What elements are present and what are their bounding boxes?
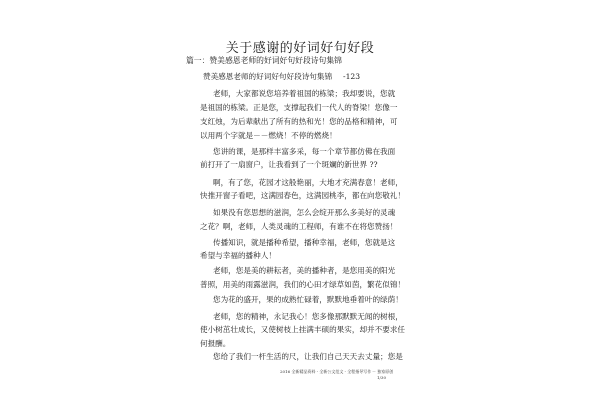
- paragraph-8-line-3: 何报酬。: [200, 339, 231, 348]
- paragraph-1-line-3: 支红烛，为后辈献出了所有的热和光！您的品格和精神，可: [200, 117, 398, 126]
- section-heading: 篇一：赞美感恩老师的好词好句好段诗句集锦: [186, 56, 342, 65]
- paragraph-1-line-4: 以用两个字就是－－燃烧！不停的燃烧！: [200, 131, 337, 140]
- paragraph-3-line-1: 啊，有了您，花园才这般艳丽，大地才充满春意！老师，: [213, 178, 403, 187]
- paragraph-2-line-1: 您讲的课，是那样丰富多采，每一个章节都仿佛在我面: [213, 147, 396, 156]
- paragraph-2-line-2: 前打开了一扇窗户，让我看到了一个斑斓的新世界 ??: [200, 160, 378, 169]
- paragraph-9-line-1: 您给了我们一杆生活的尺，让我们自己天天去丈量；您是: [213, 352, 403, 361]
- page-number: 1/30: [377, 375, 386, 380]
- footer-text: 2016 全新精品资料 - 全新公文范文 - 全程指导写作: [280, 369, 372, 374]
- paragraph-1-line-1: 老师，大家都说您培养着祖国的栋梁；我却要说，您就: [213, 89, 396, 98]
- paragraph-4-line-2: 之花？啊，老师，人类灵魂的工程师，有谁不在将您赞扬！: [200, 222, 398, 231]
- paragraph-8-line-2: 使小树茁壮成长，又使树枝上挂满丰硕的果实，却并不要求任: [200, 325, 406, 334]
- paragraph-6-line-1: 老师，您是美的耕耘者，美的播种者，是您用美的阳光: [213, 266, 396, 275]
- paragraph-5-line-2: 希望与幸福的播种人！: [200, 251, 276, 260]
- paragraph-1-line-2: 是祖国的栋梁。正是您，支撑起我们一代人的脊梁！您像一: [200, 103, 398, 112]
- paragraph-7-line-1: 您为花的盛开，果的成熟忙碌着，默默地垂着叶的绿荫！: [213, 295, 403, 304]
- paragraph-4-line-1: 如果没有您思想的滋润，怎么会绽开那么多美好的灵魂: [213, 208, 396, 217]
- subheading: 赞美感恩老师的好词好句好段诗句集锦: [203, 72, 333, 81]
- subheading-number: -123: [343, 72, 361, 81]
- footer-original: － 独家原创: [372, 369, 394, 374]
- paragraph-8-line-1: 老师，您的精神，永记我心！您多像那默默无闻的树根，: [213, 312, 403, 321]
- paragraph-6-line-2: 普照，用美的雨露滋润，我们的心田才绿草如茵，繁花似锦！: [200, 280, 406, 289]
- paragraph-3-line-2: 快推开窗子看吧，这满园春色，这满园桃李，都在向您敬礼！: [200, 191, 406, 200]
- page-title: 关于感谢的好词好句好段: [225, 41, 375, 56]
- paragraph-5-line-1: 传播知识，就是播种希望，播种幸福，老师，您就是这: [213, 238, 396, 247]
